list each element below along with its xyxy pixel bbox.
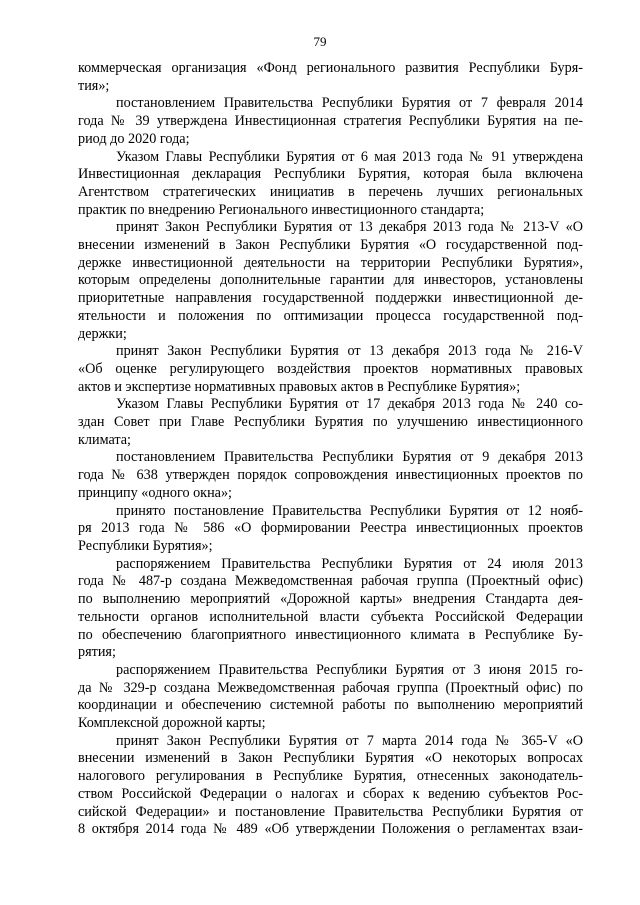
paragraph — [78, 662, 583, 733]
text-line: года № 487-р создана Межведомственная рабочая группа (Проектный офис) — [78, 573, 583, 590]
text-line: принят Закон Республики Бурятия от 13 декабря 2013 года № 216-V — [116, 343, 583, 360]
text-line: принят Закон Республики Бурятия от 13 декабря 2013 года № 213-V «О — [116, 219, 583, 236]
paragraph — [78, 396, 583, 449]
text-line: Республики Бурятия»; — [78, 537, 213, 554]
text-line: здан Совет при Главе Республики Бурятия по улучшению инвестиционного — [78, 414, 583, 431]
text-line: Комплексной дорожной карты; — [78, 715, 266, 732]
text-line: принято постановление Правительства Республики Бурятия от 12 нояб- — [116, 502, 583, 519]
text-line: налогового регулирования в Республике Бурятия, отнесенных законодатель- — [78, 768, 583, 785]
text-line: Агентством стратегических инициатив в перечень лучших региональных — [78, 183, 583, 200]
text-line: ством Российской Федерации о налогах и сборах к ведению субъектов Рос- — [78, 785, 583, 802]
paragraph — [78, 733, 583, 839]
text-line: тельности органов исполнительной власти субъекта Российской Федерации — [78, 608, 583, 625]
text-line: практик по внедрению Регионального инвестиционного стандарта; — [78, 201, 485, 218]
text-line: держке инвестиционной деятельности на территории Республики Бурятия», — [78, 254, 583, 271]
paragraph — [78, 503, 583, 556]
text-line: принят Закон Республики Бурятия от 7 марта 2014 года № 365-V «О — [116, 732, 583, 749]
paragraph — [78, 449, 583, 502]
text-line: Указом Главы Республики Бурятия от 17 декабря 2013 года № 240 со- — [116, 396, 583, 413]
text-line: распоряжением Правительства Республики Бурятия от 3 июня 2015 го- — [116, 661, 583, 678]
text-line: коммерческая организация «Фонд регионального развития Республики Буря- — [78, 60, 583, 76]
text-line: внесении изменений в Закон Республики Бурятия «О государственной под- — [78, 237, 583, 254]
text-line: которым определены дополнительные гарантии для инвесторов, установлены — [78, 272, 583, 289]
text-line: ря 2013 года № 586 «О формировании Реестра инвестиционных проектов — [78, 520, 583, 537]
paragraph — [78, 343, 583, 396]
text-line: принципу «одного окна»; — [78, 484, 232, 501]
document-body — [78, 60, 583, 839]
text-line: постановлением Правительства Республики Бурятия от 7 февраля 2014 — [116, 95, 583, 112]
text-line: года № 638 утвержден порядок сопровождения инвестиционных проектов по — [78, 467, 583, 484]
text-line: сийской Федерации» и постановление Правительства Республики Бурятия от — [78, 803, 583, 820]
text-line: Инвестиционная декларация Республики Бурятия, которая была включена — [78, 166, 583, 183]
text-line: 8 октября 2014 года № 489 «Об утверждении Положения о регламентах взаи- — [78, 821, 583, 838]
text-line: координации и обеспечению системной работы по выполнению мероприятий — [78, 697, 583, 714]
paragraph — [78, 149, 583, 220]
text-line: постановлением Правительства Республики Бурятия от 9 декабря 2013 — [116, 449, 583, 466]
text-line: климата; — [78, 431, 131, 448]
paragraph — [78, 60, 583, 95]
text-line: тия»; — [78, 77, 110, 94]
text-line: риод до 2020 года; — [78, 130, 190, 147]
paragraph — [78, 219, 583, 343]
text-line: года № 39 утверждена Инвестиционная стратегия Республики Бурятия на пе- — [78, 113, 583, 130]
text-line: приоритетные направления государственной поддержки инвестиционной де- — [78, 290, 583, 307]
paragraph — [78, 95, 583, 148]
text-line: по обеспечению благоприятного инвестиционного климата в Республике Бу- — [78, 626, 583, 643]
text-line: по выполнению мероприятий «Дорожной карты» внедрения Стандарта дея- — [78, 591, 583, 608]
paragraph — [78, 556, 583, 662]
text-line: да № 329-р создана Межведомственная рабочая группа (Проектный офис) по — [78, 679, 583, 696]
text-line: рятия; — [78, 644, 116, 661]
text-line: распоряжением Правительства Республики Бурятия от 24 июля 2013 — [116, 555, 583, 572]
text-line: актов и экспертизе нормативных правовых актов в Республике Бурятия»; — [78, 378, 521, 395]
text-line: Указом Главы Республики Бурятия от 6 мая 2013 года № 91 утверждена — [116, 148, 583, 165]
text-line: «Об оценке регулирующего воздействия проектов нормативных правовых — [78, 360, 583, 377]
text-line: держки; — [78, 325, 127, 342]
text-line: ятельности и положения по оптимизации процесса государственной под- — [78, 307, 583, 324]
text-line: внесении изменений в Закон Республики Бурятия «О некоторых вопросах — [78, 750, 583, 767]
page-number: 79 — [313, 34, 327, 49]
